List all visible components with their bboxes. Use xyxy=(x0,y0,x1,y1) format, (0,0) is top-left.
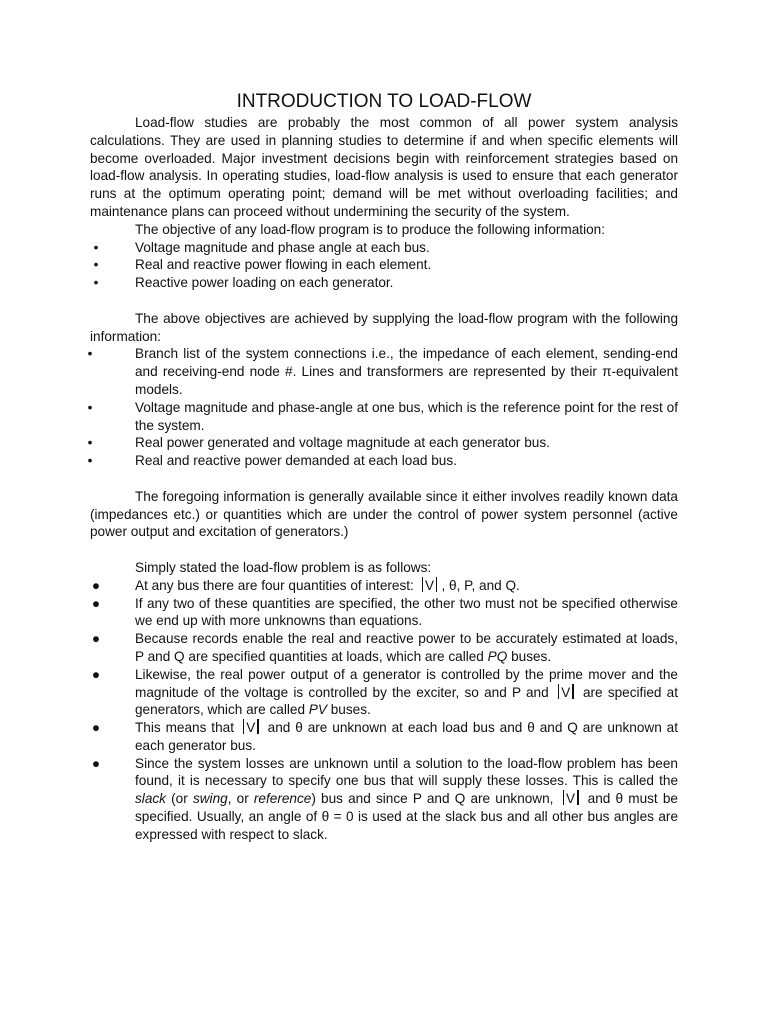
list-item: • Real and reactive power flowing in each element. xyxy=(90,256,678,274)
bullet-icon: • xyxy=(93,239,99,255)
voltage-magnitude-symbol: V xyxy=(554,685,578,700)
list-item: ● Likewise, the real power output of a generator is controlled by the prime mover and the magnitude of the voltage is controlled by the exciter, so and P and V are specified at generators, which are called PV buses. xyxy=(91,666,679,718)
bullet-icon: ● xyxy=(91,631,101,647)
voltage-magnitude-symbol: V xyxy=(559,791,583,806)
list-item: • Voltage magnitude and phase angle at each bus. xyxy=(90,239,678,257)
bullet-icon: • xyxy=(87,399,93,415)
bullet-icon: • xyxy=(87,453,93,469)
list-item: • Branch list of the system connections i.e., the impedance of each element, sending-end and receiving-end node #. Lines and transformers are represented by their π-equivalent models. xyxy=(90,345,678,398)
supply-list xyxy=(87,345,678,470)
voltage-magnitude-symbol: V xyxy=(239,720,263,735)
foregoing-paragraph: The foregoing information is generally available since it either involves readily known data (impedances etc.) or quantities which are under the control of power system personnel (active power output and excitation of generators.) xyxy=(90,488,678,540)
voltage-magnitude-symbol: V xyxy=(418,578,442,593)
bullet-icon: ● xyxy=(91,720,101,736)
list-item: ● Because records enable the real and reactive power to be accurately estimated at loads, P and Q are specified quantities at loads, which are called PQ buses. xyxy=(91,631,678,664)
supply-intro: The above objectives are achieved by supplying the load-flow program with the following information: xyxy=(90,310,678,344)
objective-intro: The objective of any load-flow program is to produce the following information: xyxy=(135,221,605,237)
list-item: ● Since the system losses are unknown until a solution to the load-flow problem has been found, it is necessary to specify one bus that will supply these losses. This is called the slack (or swing, or reference) bus and since P and Q are unknown, V and θ must be specified. Usually, an angle of θ = 0 is used at the slack bus and all other bus angles are expressed with respect to slack. xyxy=(91,755,678,842)
list-item: • Real power generated and voltage magnitude at each generator bus. xyxy=(90,434,678,452)
document-page xyxy=(87,90,679,844)
list-item: • Real and reactive power demanded at each load bus. xyxy=(90,452,678,470)
bullet-icon: ● xyxy=(91,666,101,682)
bullet-icon: • xyxy=(93,257,99,273)
objectives-list xyxy=(90,239,678,292)
problem-list xyxy=(90,577,678,844)
page-title: INTRODUCTION TO LOAD-FLOW xyxy=(236,91,532,112)
bullet-icon: ● xyxy=(91,755,101,771)
bullet-icon: • xyxy=(87,435,93,451)
list-item: ● This means that V and θ are unknown at each load bus and θ and Q are unknown at each generator bus. xyxy=(91,720,678,753)
list-item: ● At any bus there are four quantities of interest: V , θ, P, and Q. xyxy=(91,577,520,593)
problem-intro: Simply stated the load-flow problem is as follows: xyxy=(135,559,432,575)
list-item: • Voltage magnitude and phase-angle at one bus, which is the reference point for the rest of the system. xyxy=(90,399,678,435)
bullet-icon: • xyxy=(87,346,93,362)
bullet-icon: ● xyxy=(91,595,101,611)
bullet-icon: • xyxy=(93,275,99,291)
list-item: • Reactive power loading on each generator. xyxy=(90,274,678,292)
intro-paragraph: Load-flow studies are probably the most common of all power system analysis calculations. They are used in planning studies to determine if and when specific elements will become overloaded. Major investment decisions begin with reinforcement strategies based on load-flow analysis. In operating studies, load-flow analysis is used to ensure that each generator runs at the optimum operating point; demand will be met without overloading facilities; and maintenance plans can proceed without undermining the security of the system. xyxy=(90,115,678,219)
list-item: ● If any two of these quantities are specified, the other two must not be specified otherwise we end up with more unknowns than equations. xyxy=(91,595,678,629)
bullet-icon: ● xyxy=(91,577,101,593)
